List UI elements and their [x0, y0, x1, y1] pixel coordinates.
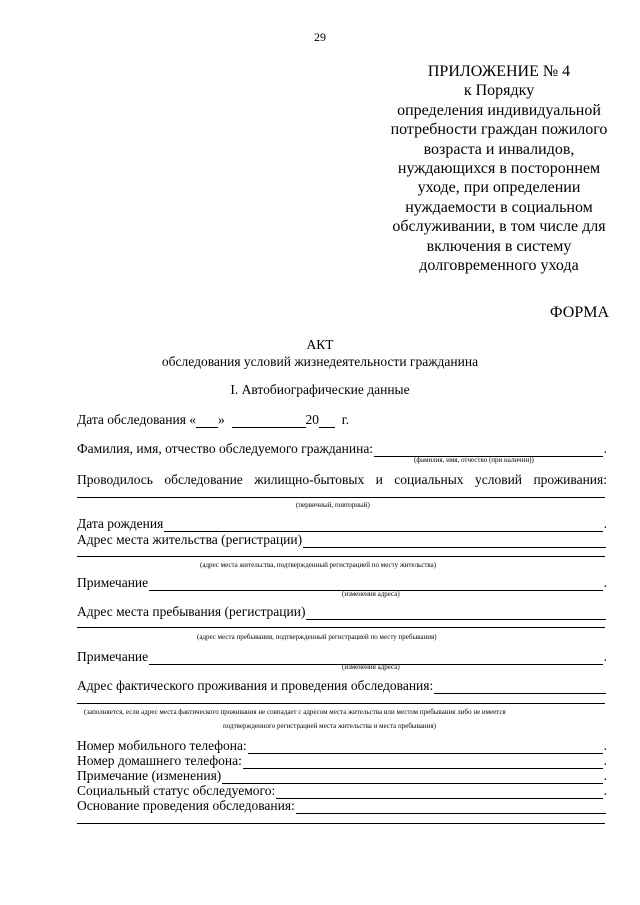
- survey-basis-field-2[interactable]: [77, 823, 605, 824]
- birth-date-row: Дата рождения .: [77, 516, 607, 531]
- birth-date-field[interactable]: [164, 519, 602, 532]
- actual-address-row: [77, 678, 607, 694]
- stay-address-field-2[interactable]: [77, 627, 605, 628]
- appendix-line: нуждающихся в постороннем: [397, 160, 601, 178]
- survey-conducted-word: и: [375, 472, 383, 487]
- survey-conducted-word: жилищно-бытовых: [254, 472, 365, 487]
- survey-day-field[interactable]: [196, 415, 218, 428]
- survey-date-row: [77, 412, 607, 428]
- survey-date-quote: »: [218, 412, 225, 427]
- appendix-line: обслуживании, в том числе для: [392, 218, 606, 236]
- note-changes-label: Примечание (изменения): [77, 768, 222, 783]
- survey-basis-row: [77, 798, 607, 814]
- survey-date-label: Дата обследования «: [77, 412, 197, 427]
- actual-address-label: Адрес фактического проживания и проведения обследования:: [77, 678, 434, 693]
- appendix-line: включения в систему: [426, 237, 572, 255]
- note-2-label: Примечание: [77, 649, 149, 664]
- survey-year-field[interactable]: [319, 415, 335, 428]
- act-title: АКТ: [306, 337, 334, 352]
- survey-conducted-word: обследование: [164, 472, 243, 487]
- note-1-row: Примечание .: [77, 575, 607, 590]
- section-title: I. Автобиографические данные: [230, 382, 410, 397]
- social-status-row: Социальный статус обследуемого: .: [77, 783, 607, 798]
- survey-conducted-row: [77, 472, 607, 488]
- full-name-label: Фамилия, имя, отчество обследуемого гражданина:: [77, 441, 374, 456]
- note-1-label: Примечание: [77, 575, 149, 590]
- appendix-line: определения индивидуальной: [397, 101, 601, 119]
- home-phone-row: Номер домашнего телефона: .: [77, 753, 607, 768]
- residence-address-caption: (адрес места жительства, подтвержденный регистрацией по месту жительства): [200, 561, 437, 569]
- appendix-line: уходе, при определении: [417, 179, 581, 197]
- appendix-line: потребности граждан пожилого: [390, 121, 608, 139]
- stay-address-field[interactable]: [306, 607, 606, 620]
- note-changes-row: Примечание (изменения) .: [77, 768, 607, 783]
- residence-address-field[interactable]: [303, 535, 606, 548]
- home-phone-label: Номер домашнего телефона:: [77, 753, 242, 768]
- actual-address-field-2[interactable]: [77, 703, 605, 704]
- survey-conducted-word: Проводилось: [77, 472, 153, 487]
- actual-address-caption-2: подтвержденного регистрацией места жительства и места пребывания): [223, 722, 436, 730]
- act-subtitle: обследования условий жизнедеятельности гражданина: [161, 354, 479, 369]
- survey-conducted-word: социальных: [394, 472, 464, 487]
- appendix-line: возраста и инвалидов,: [423, 140, 575, 158]
- survey-type-field[interactable]: [77, 497, 605, 498]
- stay-address-caption: (адрес места пребывания, подтвержденный регистрацией по месту пребывания): [197, 633, 437, 641]
- page-number: 29: [314, 30, 326, 44]
- survey-conducted-word: проживания:: [533, 472, 607, 487]
- stay-address-label: Адрес места пребывания (регистрации): [77, 604, 306, 619]
- appendix-title: ПРИЛОЖЕНИЕ № 4: [427, 63, 571, 80]
- full-name-row: Фамилия, имя, отчество обследуемого гражданина: .: [77, 441, 607, 456]
- appendix-line: нуждаемости в социальном: [405, 198, 593, 216]
- survey-basis-field[interactable]: [296, 801, 606, 814]
- survey-year-prefix: 20: [305, 412, 320, 427]
- note-2-caption: (изменения адреса): [342, 663, 400, 671]
- actual-address-field[interactable]: [434, 681, 606, 694]
- note-1-caption: (изменения адреса): [342, 590, 400, 598]
- note-2-row: Примечание .: [77, 649, 607, 664]
- form-label: ФОРМА: [549, 304, 609, 321]
- residence-address-label: Адрес места жительства (регистрации): [77, 532, 303, 547]
- full-name-caption: (фамилия, имя, отчество (при наличии)): [414, 456, 534, 464]
- appendix-line: долговременного ухода: [419, 257, 579, 275]
- survey-type-caption: (первичный, повторный): [296, 501, 370, 509]
- birth-date-label: Дата рождения: [77, 516, 164, 531]
- mobile-phone-label: Номер мобильного телефона:: [77, 738, 247, 753]
- residence-address-row: [77, 532, 607, 548]
- residence-address-field-2[interactable]: [77, 556, 605, 557]
- survey-basis-label: Основание проведения обследования:: [77, 798, 295, 813]
- stay-address-row: [77, 604, 607, 620]
- appendix-line: к Порядку: [463, 82, 535, 100]
- mobile-phone-row: Номер мобильного телефона: .: [77, 738, 607, 753]
- social-status-label: Социальный статус обследуемого:: [77, 783, 276, 798]
- survey-conducted-word: условий: [474, 472, 523, 487]
- appendix-block: [388, 62, 610, 275]
- survey-month-field[interactable]: [232, 415, 306, 428]
- survey-year-suffix: г.: [341, 412, 350, 427]
- actual-address-caption-1: (заполняется, если адрес места фактического проживания не совпадает с адресом места жительства или местом пребывания либо не имеется: [84, 708, 506, 716]
